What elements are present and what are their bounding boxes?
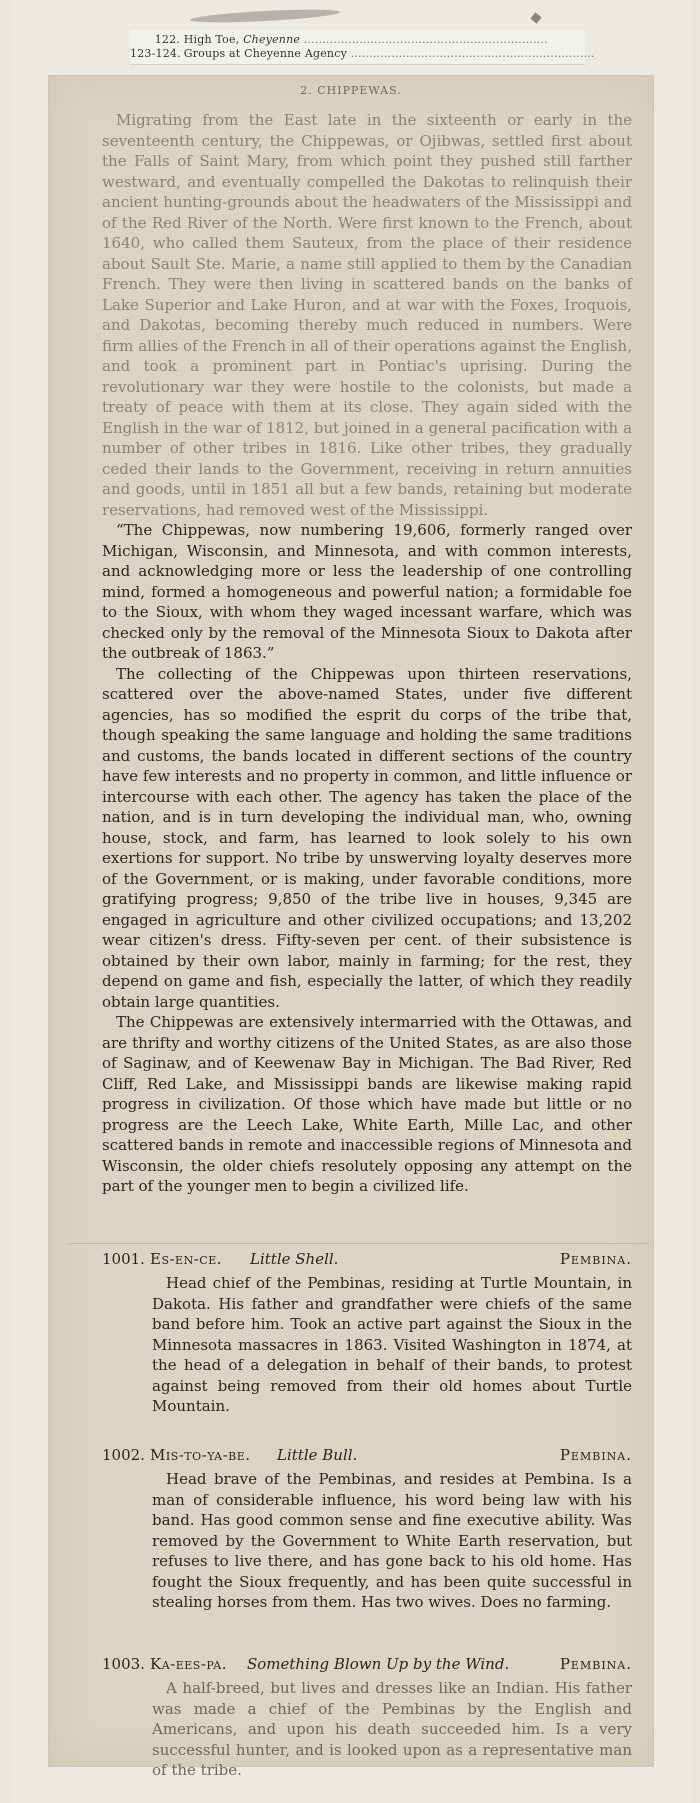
- caption-line-2: 123-124. Groups at Cheyenne Agency ..................................................................: [130, 47, 595, 60]
- entry-name: Ka-ees-pa.: [150, 1655, 227, 1673]
- entry-tribe: Pembina.: [559, 1446, 632, 1464]
- entry-number: 1001.: [102, 1250, 145, 1268]
- dot-leader: ..................................................................: [350, 47, 595, 60]
- paragraph-reservations: The collecting of the Chippewas upon thirteen reservations, scattered over the above-named States, under five different agencies, has so modified the esprit du corps of the tribe that, though speaking the same language and holding the same traditions and customs, the bands located in different sections of the country have few interests and no property in common, and little influence or intercourse with each other. The agency has taken the place of the nation, and is in turn developing the individual man, who, owning house, stock, and farm, has learned to look solely to his own exertions for support. No tribe by unswerving loyalty deserves more of the Government, or is making, under favorable conditions, more gratifying progress; 9,850 of the tribe live in houses, 9,345 are engaged in agriculture and other civilized occupations; and 13,202 wear citizen's dress. Fifty-seven per cent. of their subsistence is obtained by their own labor, mainly in farming; for the rest, they depend on game and fish, especially the latter, of which they readily obtain large quantities.: [102, 664, 632, 1011]
- document-page: [48, 75, 654, 1779]
- paragraph-history: Migrating from the East late in the sixteenth or early in the seventeenth century, the Chippewas, or Ojibwas, settled first about the Falls of Saint Mary, from which point they pushed still farther westward, and eventually compelled the Dakotas to relinquish their ancient hunting-grounds about the headwaters of the Mississippi and of the Red River of the North. Were first known to the French, about 1640, who called them Sauteux, from the place of their residence about Sault Ste. Marie, a name still applied to them by the Canadian French. They were then living in scattered bands on the banks of Lake Superior and Lake Huron, and at war with the Foxes, Iroquois, and Dakotas, becoming thereby much reduced in numbers. Were firm allies of the French in all of their operations against the English, and took a prominent part in Pontiac's uprising. During the revolutionary war they were hostile to the colonists, but made a treaty of peace with them at its close. They again sided with the English in the war of 1812, but joined in a general pacification with a number of other tribes in 1816. Like other tribes, they gradually ceded their lands to the Government, receiving in return annuities and goods, until in 1851 all but a few bands, retaining but moderate reservations, had removed west of the Mississippi.: [102, 111, 632, 519]
- entry-description: A half-breed, but lives and dresses like an Indian. His father was made a chief of the Pembinas by the English and Americans, and upon his death succeeded him. Is a very successful hunter, and is looked upon as a representative man of the tribe.: [152, 1679, 632, 1779]
- entry-1002: [102, 1445, 632, 1613]
- entry-translation: Something Blown Up by the Wind.: [247, 1655, 510, 1673]
- dot-leader: ..................................................................: [303, 33, 548, 46]
- entry-1003: [102, 1654, 632, 1781]
- section-divider: [69, 1243, 649, 1244]
- entry-number: 1002.: [102, 1446, 145, 1464]
- entry-description: Head brave of the Pembinas, and resides at Pembina. Is a man of considerable influence, his word being law with his band. Has good common sense and fine executive ability. Was removed by the Government to White Earth reservation, but refuses to live there, and has gone back to his old home. Has fought the Sioux frequently, and has been quite successful in stealing horses from them. Has two wives. Does no farming.: [152, 1470, 632, 1611]
- entry-tribe: Pembina.: [559, 1655, 632, 1673]
- caption-line-1: 122. High Toe, Cheyenne ..................................................................: [154, 33, 548, 46]
- entry-translation: Little Bull.: [277, 1446, 358, 1464]
- entry-header: [102, 1445, 632, 1469]
- entry-header: [102, 1249, 632, 1273]
- paragraph-intermarriage: The Chippewas are extensively intermarried with the Ottawas, and are thrifty and worthy citizens of the United States, as are also those of Saginaw, and of Keewenaw Bay in Michigan. The Bad River, Red Cliff, Red Lake, and Mississippi bands are likewise making rapid progress in civilization. Of those which have made but little or no progress are the Leech Lake, White Earth, Mille Lac, and other scattered bands in remote and inaccessible regions of Minnesota and Wisconsin, the older chiefs resolutely opposing any attempt on the part of the younger men to begin a civilized life.: [102, 1013, 632, 1195]
- entry-description: Head chief of the Pembinas, residing at Turtle Mountain, in Dakota. His father and grandfather were chiefs of the same band before him. Took an active part against the Sioux in the Minnesota massacres in 1863. Visited Washington in 1874, at the head of a delegation in behalf of their bands, to protest against being removed from their old homes about Turtle Mountain.: [152, 1274, 632, 1415]
- paragraph-quote: “The Chippewas, now numbering 19,606, formerly ranged over Michigan, Wisconsin, and Minnesota, and with common interests, and acknowledging more or less the leadership of one controlling mind, formed a homogeneous and powerful nation; a formidable foe to the Sioux, with whom they waged incessant warfare, which was checked only by the removal of the Minnesota Sioux to Dakota after the outbreak of 1863.”: [102, 521, 632, 662]
- entry-tribe: Pembina.: [559, 1250, 632, 1268]
- section-title: 2. CHIPPEWAS.: [300, 84, 402, 97]
- entry-name: Es-en-ce.: [150, 1250, 222, 1268]
- entry-translation: Little Shell.: [250, 1250, 339, 1268]
- entry-1001: [102, 1249, 632, 1417]
- body-text: [102, 110, 632, 1197]
- entry-number: 1003.: [102, 1655, 145, 1673]
- entry-header: [102, 1654, 632, 1678]
- entry-name: Mis-to-ya-be.: [150, 1446, 251, 1464]
